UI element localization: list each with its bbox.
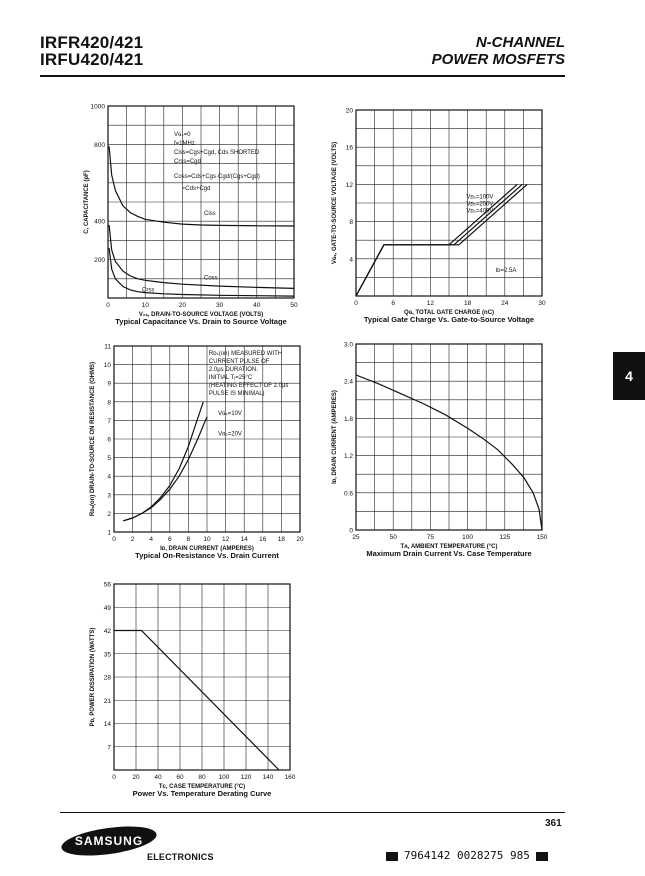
series-label: Vᴅₛ=400V <box>466 208 494 215</box>
y-tick-label: 16 <box>345 144 353 152</box>
y-axis-label: Vɢₛ, GATE-TO-SOURCE VOLTAGE (VOLTS) <box>332 141 338 265</box>
section-tab: 4 <box>613 352 645 400</box>
annotation-text: PULSE IS MINIMAL) <box>208 391 265 397</box>
y-tick-label: 1.8 <box>343 415 353 423</box>
series-line <box>356 184 522 296</box>
x-tick-label: 12 <box>221 536 230 543</box>
x-tick-label: 0 <box>354 300 358 307</box>
series-label: Vɢₛ=20V <box>218 431 242 438</box>
x-tick-label: 20 <box>178 302 187 309</box>
series-line <box>109 146 294 226</box>
y-axis-label: Iᴅ, DRAIN CURRENT (AMPERES) <box>332 390 338 484</box>
part-number-line1: IRFR420/421 <box>40 33 144 52</box>
x-tick-label: 0 <box>112 536 116 543</box>
series-line <box>109 225 294 288</box>
y-axis-label: C, CAPACITANCE (pF) <box>84 170 90 234</box>
x-tick-label: 18 <box>277 536 286 543</box>
y-tick-label: 2.4 <box>343 378 353 386</box>
x-tick-label: 125 <box>499 534 511 541</box>
x-axis-label: Iᴅ, DRAIN CURRENT (AMPERES) <box>160 546 254 552</box>
x-axis-label: V₀ₛ, DRAIN-TO-SOURCE VOLTAGE (VOLTS) <box>138 312 264 318</box>
y-tick-label: 7 <box>107 417 111 425</box>
y-tick-label: 20 <box>345 107 353 115</box>
x-tick-label: 2 <box>130 536 135 543</box>
x-tick-label: 150 <box>536 534 548 541</box>
x-tick-label: 60 <box>176 774 184 781</box>
x-tick-label: 30 <box>215 302 224 309</box>
annotation-text: Iᴅ=2.5A <box>495 267 517 274</box>
series-label: Vᴅₛ=250V <box>466 201 494 208</box>
x-tick-label: 75 <box>426 534 435 541</box>
chart-title: Power Vs. Temperature Derating Curve <box>132 789 272 798</box>
y-tick-label: 9 <box>107 380 111 388</box>
chart-grid <box>114 346 300 532</box>
series-label: Vɢₛ=10V <box>218 410 242 417</box>
x-tick-label: 40 <box>253 302 261 309</box>
y-tick-label: 49 <box>103 604 111 612</box>
y-tick-label: 8 <box>349 219 353 227</box>
y-tick-label: 3.0 <box>343 341 353 349</box>
series-line <box>356 184 527 296</box>
x-tick-label: 160 <box>284 774 296 781</box>
x-tick-label: 20 <box>296 536 304 543</box>
x-tick-label: 18 <box>463 300 472 307</box>
device-type-line2: POWER MOSFETS <box>431 51 565 68</box>
x-tick-label: 50 <box>389 534 397 541</box>
annotation-text: (HEATING EFFECT OF 2.0μs <box>208 383 289 389</box>
y-tick-label: 4 <box>107 473 111 481</box>
x-tick-label: 30 <box>538 300 546 307</box>
y-tick-label: 42 <box>103 628 111 635</box>
x-tick-label: 16 <box>259 536 267 543</box>
x-tick-label: 40 <box>154 774 162 781</box>
plot-frame <box>114 346 300 532</box>
plot-frame <box>356 110 542 296</box>
y-tick-label: 0 <box>349 527 353 535</box>
series-label: Crss <box>142 287 155 294</box>
x-tick-label: 140 <box>262 774 274 781</box>
y-tick-label: 56 <box>103 581 111 589</box>
x-tick-label: 10 <box>141 302 149 309</box>
header-rule <box>40 75 565 77</box>
y-tick-label: 8 <box>107 399 111 407</box>
chart-title: Typical Gate Charge Vs. Gate-to-Source Voltage <box>363 315 535 324</box>
barcode-strip <box>380 849 554 862</box>
footer-rule <box>60 812 565 813</box>
y-tick-label: 400 <box>94 218 105 226</box>
x-tick-label: 14 <box>240 536 248 543</box>
series-label: Coss <box>204 275 218 282</box>
annotation-text: Ciss=Cgs+Cgd, Cds SHORTED <box>174 150 260 156</box>
y-tick-label: 10 <box>103 362 111 370</box>
x-tick-label: 100 <box>218 774 230 781</box>
annotation-text: INITIAL Tⱼ=25°C <box>208 375 253 381</box>
plot-frame <box>108 106 294 298</box>
y-tick-label: 6 <box>107 436 111 444</box>
part-number-line2: IRFU420/421 <box>40 50 144 69</box>
chart-grid <box>356 110 542 296</box>
y-tick-label: 2 <box>107 510 111 518</box>
part-number-block <box>40 34 143 68</box>
series-line <box>123 417 207 521</box>
series-line <box>356 375 542 530</box>
annotation-text: Crss=Cgd <box>174 159 201 165</box>
x-tick-label: 20 <box>132 774 140 781</box>
y-tick-label: 14 <box>103 721 111 728</box>
samsung-logo <box>60 826 158 856</box>
y-tick-label: 28 <box>103 674 111 682</box>
x-tick-label: 25 <box>352 534 360 541</box>
annotation-text: Coss=Cds+Cgs·Cgd/(Cgs+Cgd) <box>174 174 260 180</box>
y-tick-label: 7 <box>107 744 111 752</box>
y-tick-label: 12 <box>345 181 353 189</box>
series-line <box>114 631 279 771</box>
series-line <box>356 184 517 296</box>
x-tick-label: 0 <box>112 774 116 781</box>
page-number: 361 <box>545 818 562 829</box>
plot-frame <box>114 584 290 770</box>
y-tick-label: 0.6 <box>343 490 353 498</box>
series-label: Vᴅₛ=100V <box>466 194 494 201</box>
y-tick-label: 5 <box>107 455 111 463</box>
series-line <box>123 402 203 521</box>
barcode-block-right <box>536 852 548 861</box>
x-tick-label: 50 <box>290 302 298 309</box>
chart-grid <box>356 344 542 530</box>
device-type-line1: N-CHANNEL <box>475 34 565 51</box>
y-tick-label: 200 <box>94 257 105 265</box>
x-tick-label: 24 <box>501 300 509 307</box>
annotation-text: Rᴅₛ(on) MEASURED WITH <box>208 351 283 357</box>
y-tick-label: 11 <box>104 343 111 351</box>
y-tick-label: 1 <box>107 529 111 537</box>
x-tick-label: 10 <box>203 536 211 543</box>
series-label: Ciss <box>204 211 216 218</box>
annotation-text: Vɢₛ=0 <box>174 132 191 138</box>
brand-subtitle: ELECTRONICS <box>147 852 214 862</box>
y-tick-label: 35 <box>103 651 111 659</box>
y-tick-label: 1000 <box>90 103 105 111</box>
x-axis-label: Tᴀ, AMBIENT TEMPERATURE (°C) <box>400 544 498 550</box>
annotation-text: CURRENT PULSE OF <box>208 359 270 365</box>
y-axis-label: Pᴅ, POWER DISSIPATION (WATTS) <box>90 627 96 727</box>
chart-title: Maximum Drain Current Vs. Case Temperature <box>366 549 532 558</box>
x-tick-label: 80 <box>198 774 206 781</box>
y-tick-label: 800 <box>94 141 105 149</box>
y-tick-label: 1.2 <box>343 453 353 461</box>
x-tick-label: 12 <box>426 300 435 307</box>
annotation-text: f=1MHz <box>174 141 195 147</box>
barcode-text: 7964142 0028275 985 <box>404 849 530 862</box>
plot-frame <box>356 344 542 530</box>
series-line <box>109 248 294 296</box>
x-axis-label: Qɢ, TOTAL GATE CHARGE (nC) <box>403 310 495 316</box>
chart-grid <box>114 584 290 770</box>
chart-title: Typical On-Resistance Vs. Drain Current <box>135 551 279 560</box>
x-tick-label: 100 <box>462 534 474 541</box>
brand-wordmark: SAMSUNG <box>74 834 144 848</box>
y-tick-label: 4 <box>349 256 353 264</box>
x-tick-label: 6 <box>391 300 396 307</box>
y-tick-label: 3 <box>107 492 111 500</box>
chart-grid <box>108 106 294 298</box>
x-tick-label: 8 <box>186 536 191 543</box>
x-tick-label: 4 <box>149 536 154 543</box>
annotation-text: 2.0μs DURATION. <box>208 367 258 373</box>
barcode-block-left <box>386 852 398 861</box>
x-tick-label: 6 <box>167 536 172 543</box>
chart-title: Typical Capacitance Vs. Drain to Source Voltage <box>115 317 287 326</box>
x-tick-label: 0 <box>106 302 110 309</box>
x-axis-label: Tᴄ, CASE TEMPERATURE (°C) <box>158 784 246 790</box>
device-type-block <box>432 34 565 68</box>
y-axis-label: Rᴅₛ(on) DRAIN-TO-SOURCE ON RESISTANCE (OHMS) <box>90 361 96 517</box>
annotation-text: ≈Cds+Cgd <box>182 186 211 192</box>
x-tick-label: 120 <box>240 774 252 781</box>
y-tick-label: 21 <box>103 697 111 705</box>
